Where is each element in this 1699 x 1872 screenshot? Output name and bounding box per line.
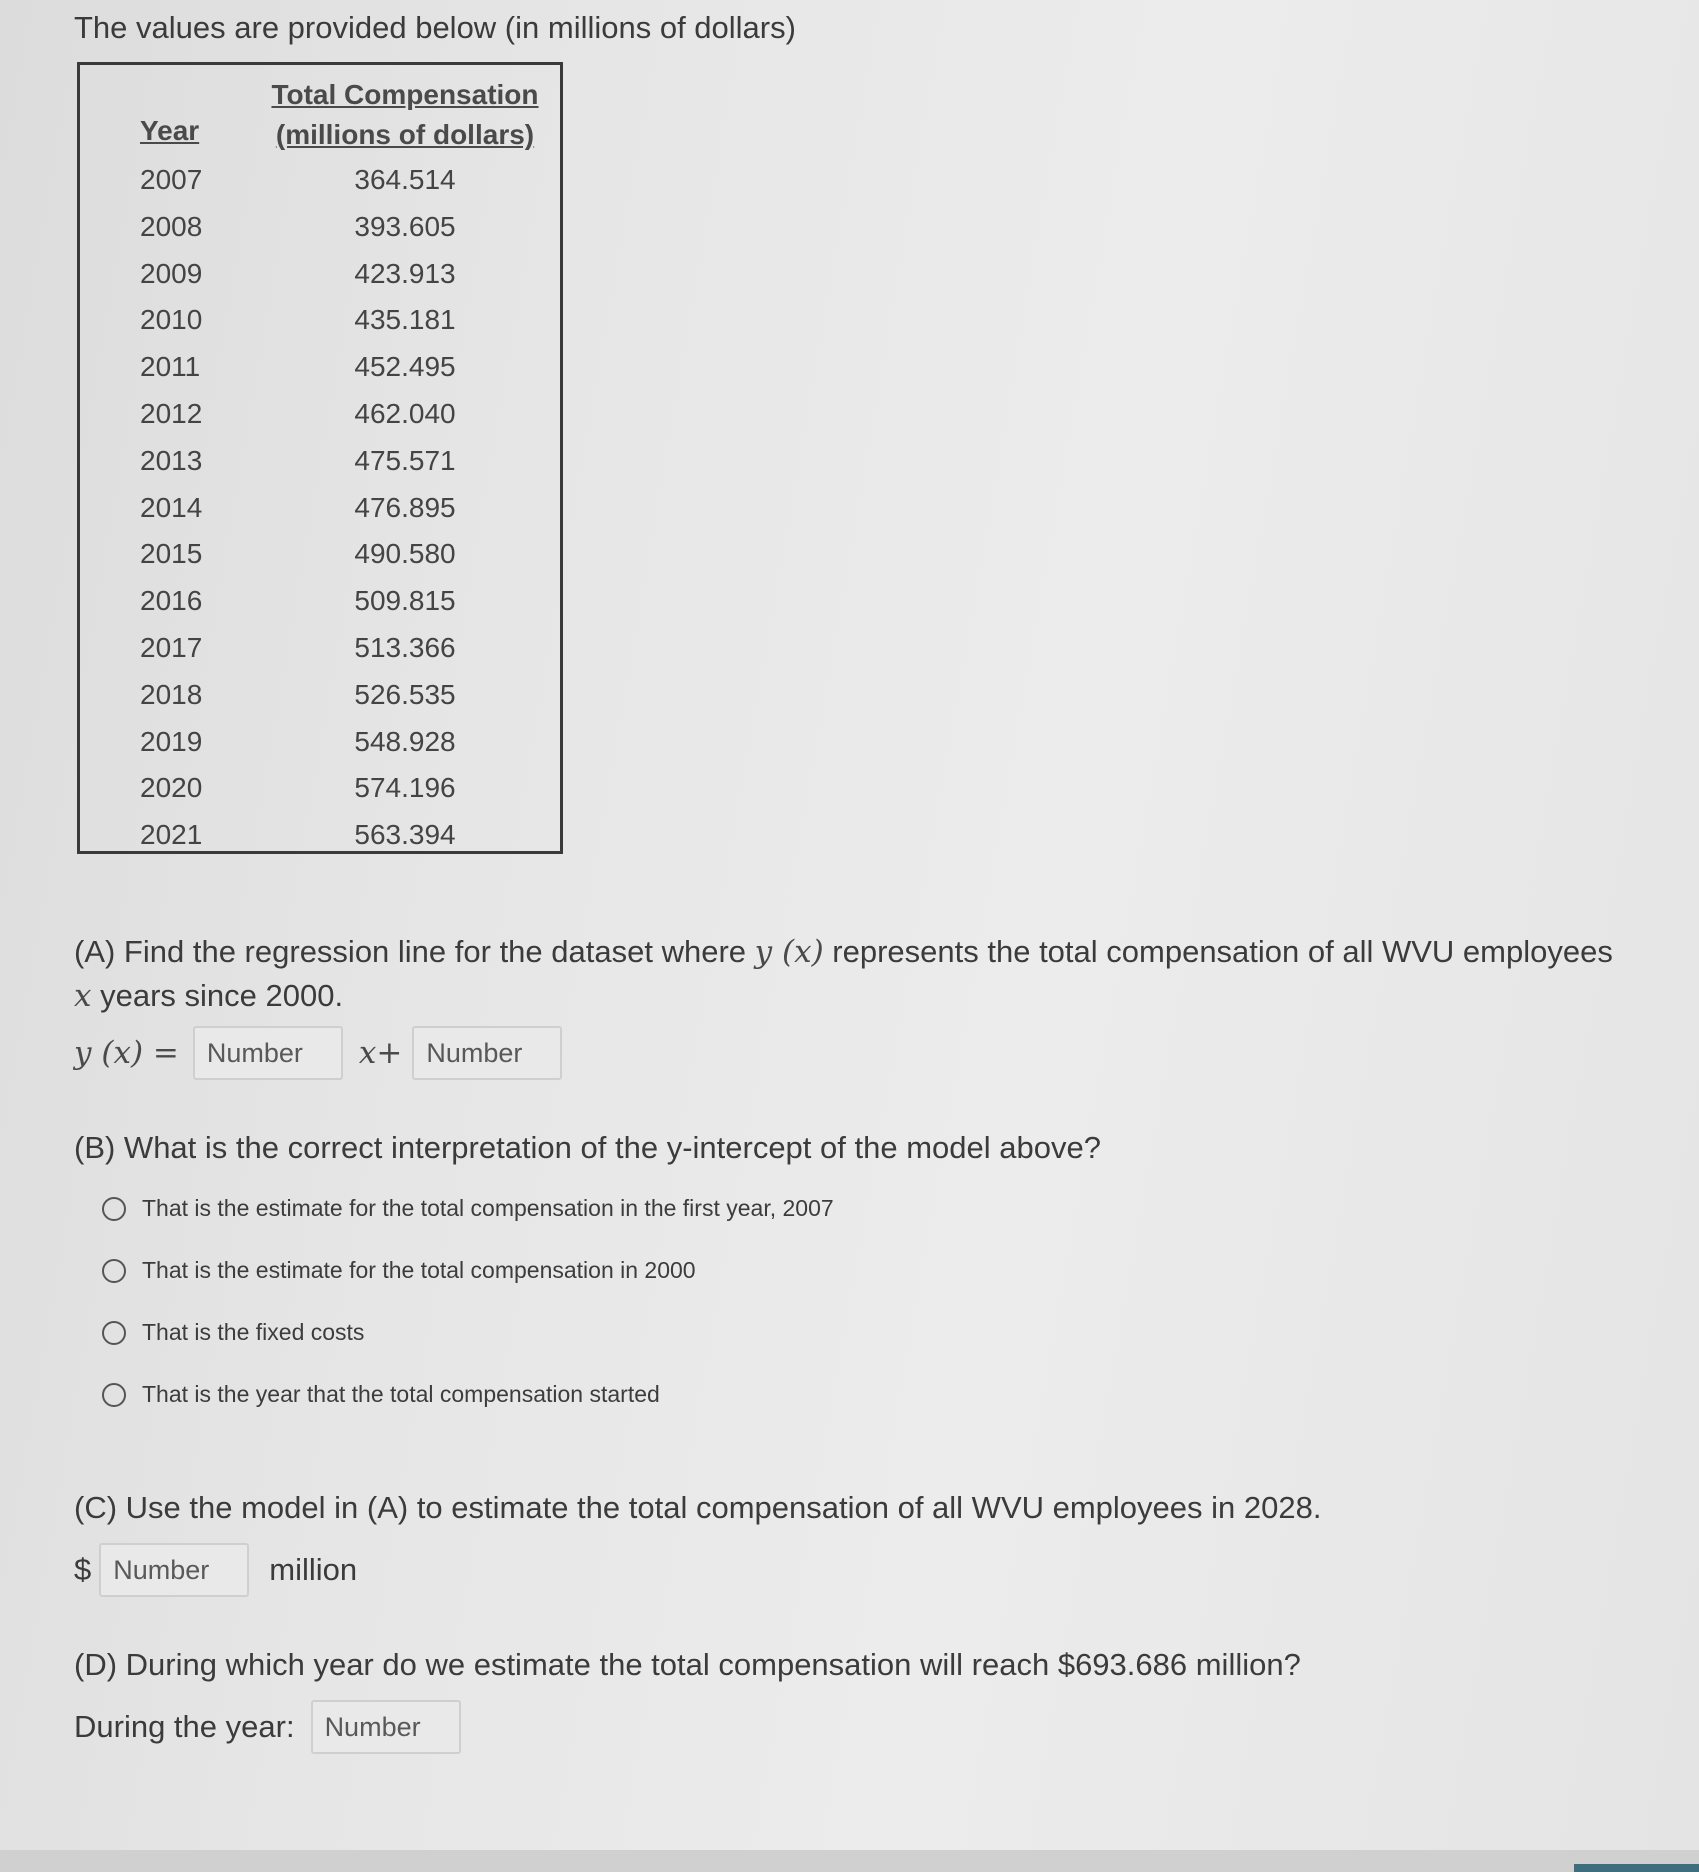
year-cell: 2017 [140,631,203,663]
part-a-yx: y (x) [754,934,824,970]
value-cell: 513.366 [354,631,456,663]
column-header-compensation-line2: (millions of dollars) [275,119,535,150]
radio-button[interactable] [102,1259,126,1283]
year-cell: 2019 [140,725,203,757]
table-row [80,251,560,298]
year-cell: 2007 [140,164,203,195]
value-cell: 563.394 [354,819,456,851]
radio-button[interactable] [102,1383,126,1407]
option-label: That is the fixed costs [142,1319,365,1345]
year-cell: 2013 [140,444,203,476]
part-c-question: (C) Use the model in (A) to estimate the total compensation of all WVU employees in 2028. [74,1490,1322,1525]
slope-input[interactable] [193,1026,343,1080]
table-row [80,204,560,251]
table-body [80,157,560,859]
value-cell: 364.514 [354,164,456,195]
table-row [80,391,560,438]
part-a-text-middle: represents the total compensation of all WVU employees [823,934,1613,969]
table-row [80,485,560,532]
part-a-x-var: x [74,978,92,1014]
during-year-label: During the year: [74,1709,295,1744]
year-cell: 2016 [140,585,203,617]
table-row [80,297,560,344]
table-row [80,157,560,204]
column-header-compensation [255,75,555,155]
column-header-year: Year [140,115,200,146]
value-cell: 462.040 [354,397,456,429]
bottom-strip [0,1850,1699,1872]
value-cell: 452.495 [354,351,456,383]
option-fixed-costs[interactable] [102,1319,364,1346]
year-cell: 2021 [140,819,203,851]
year-cell: 2009 [140,257,203,289]
column-header-compensation-line1: Total Compensation [271,79,539,110]
value-cell: 435.181 [354,304,456,336]
equation-x-plus: x+ [358,1035,403,1071]
part-c-answer-row [74,1543,357,1597]
data-table [77,62,563,854]
value-cell: 476.895 [354,491,456,523]
year-cell: 2020 [140,772,203,804]
value-cell: 548.928 [354,725,456,757]
unit-label: million [269,1552,358,1587]
part-b-question: (B) What is the correct interpretation of the y-intercept of the model above? [74,1130,1101,1165]
value-cell: 509.815 [354,585,456,617]
year-cell: 2014 [140,491,203,523]
table-row [80,438,560,485]
part-d-question: (D) During which year do we estimate the total compensation will reach $693.686 million? [74,1647,1301,1682]
value-cell: 574.196 [354,772,456,804]
part-d-answer-row [74,1700,461,1754]
regression-equation [74,1025,562,1081]
year-cell: 2015 [140,538,203,570]
table-row [80,765,560,812]
year-cell: 2012 [140,397,203,429]
radio-button[interactable] [102,1197,126,1221]
table-row [80,578,560,625]
table-row [80,672,560,719]
radio-button[interactable] [102,1321,126,1345]
option-year-2000[interactable] [102,1257,696,1284]
year-cell: 2008 [140,210,203,242]
bottom-tab [1574,1864,1699,1872]
equation-lhs: y (x) = [74,1035,179,1071]
value-cell: 393.605 [354,210,456,242]
year-input[interactable] [311,1700,461,1754]
year-cell: 2011 [140,351,201,383]
part-a-text-after: years since 2000. [91,978,344,1013]
option-label: That is the estimate for the total compensation in the first year, 2007 [142,1195,834,1221]
year-cell: 2018 [140,678,203,710]
option-first-year-2007[interactable] [102,1195,834,1222]
option-label: That is the estimate for the total compensation in 2000 [142,1257,696,1283]
value-cell: 475.571 [354,444,456,476]
table-row [80,531,560,578]
option-label: That is the year that the total compensation started [142,1381,660,1407]
table-row [80,719,560,766]
value-cell: 526.535 [354,678,456,710]
table-row [80,625,560,672]
table-row [80,344,560,391]
value-cell: 490.580 [354,538,456,570]
part-a-text-before: (A) Find the regression line for the dataset where [74,934,755,969]
estimate-2028-input[interactable] [99,1543,249,1597]
intro-text: The values are provided below (in millions of dollars) [74,10,796,45]
intercept-input[interactable] [412,1026,562,1080]
year-cell: 2010 [140,304,203,336]
table-row [80,812,560,859]
currency-symbol: $ [74,1552,92,1587]
part-a-question [74,930,1634,1018]
value-cell: 423.913 [354,257,456,289]
option-year-started[interactable] [102,1381,660,1408]
